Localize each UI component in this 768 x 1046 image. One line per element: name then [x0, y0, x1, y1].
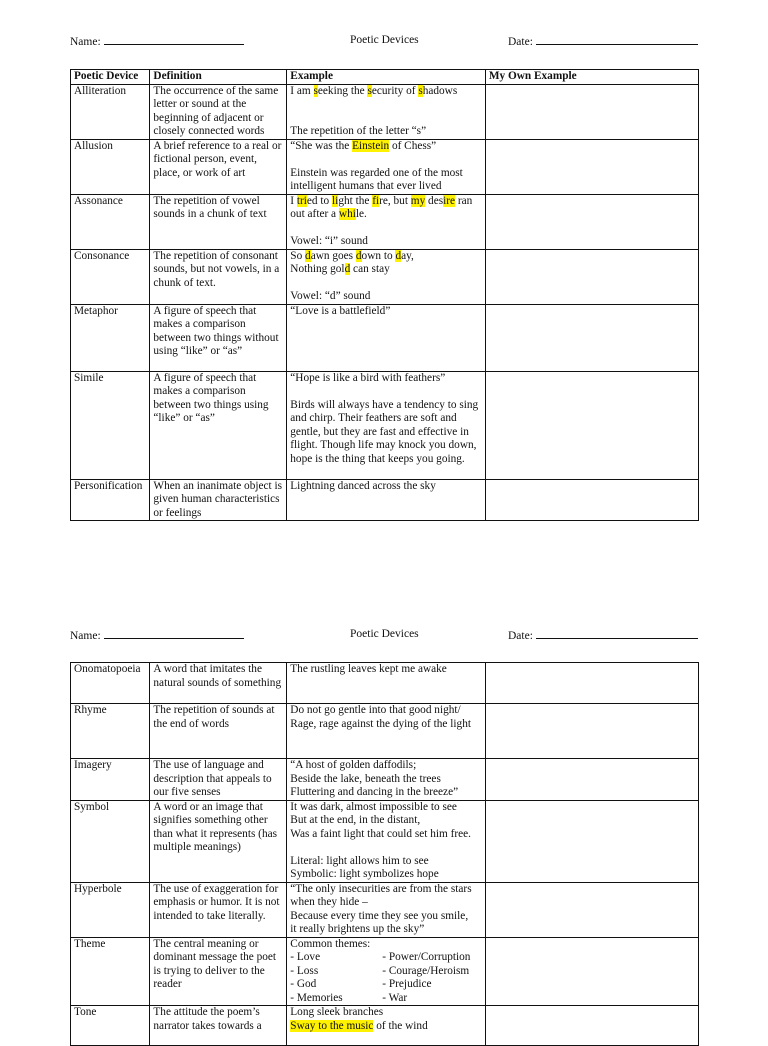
name-label: Name: [70, 628, 244, 644]
devices-table-1 [70, 69, 699, 521]
own-example-cell[interactable] [485, 704, 698, 759]
device-cell: Symbol [71, 800, 150, 882]
table-row [71, 1006, 699, 1046]
definition-cell: The central meaning or dominant message the poet is trying to deliver to the reader [150, 937, 287, 1006]
table-row [71, 304, 699, 371]
date-label: Date: [508, 628, 698, 644]
date-line [536, 34, 698, 45]
name-line [104, 34, 244, 45]
col-definition: Definition [150, 70, 287, 85]
own-example-cell[interactable] [485, 759, 698, 801]
devices-table-2 [70, 662, 699, 1046]
own-example-cell[interactable] [485, 84, 698, 139]
table-row [71, 371, 699, 479]
device-cell: Imagery [71, 759, 150, 801]
device-cell: Alliteration [71, 84, 150, 139]
example-cell: It was dark, almost impossible to see But at the end, in the distant, Was a faint light that could set him free. Literal: light allows him to see Symbolic: light symbolizes hope [287, 800, 486, 882]
table-row [71, 139, 699, 194]
example-cell: Long sleek branches Sway to the music of the wind [287, 1006, 486, 1046]
table-row [71, 479, 699, 521]
themes-list: - Love - Power/Corruption - Loss - Courage/Heroism - God - Prejudice - Memories - War [290, 951, 471, 1004]
definition-cell: A figure of speech that makes a comparison between two things without using “like” or “as” [150, 304, 287, 371]
page-title: Poetic Devices [350, 34, 419, 46]
own-example-cell[interactable] [485, 800, 698, 882]
example-cell: I tried to light the fire, but my desire ran out after a while. Vowel: “i” sound [287, 194, 486, 249]
device-cell: Consonance [71, 249, 150, 304]
table-row [71, 84, 699, 139]
page1-header [70, 34, 698, 50]
table-row [71, 937, 699, 1006]
date-label: Date: [508, 34, 698, 50]
device-cell: Onomatopoeia [71, 663, 150, 704]
table-row [71, 194, 699, 249]
device-cell: Hyperbole [71, 882, 150, 937]
device-cell: Personification [71, 479, 150, 521]
example-cell: “The only insecurities are from the stars when they hide – Because every time they see you smile, it really brightens up the sky” [287, 882, 486, 937]
definition-cell: The occurrence of the same letter or sound at the beginning of adjacent or closely connected words [150, 84, 287, 139]
own-example-cell[interactable] [485, 304, 698, 371]
name-label: Name: [70, 34, 244, 50]
definition-cell: A brief reference to a real or fictional person, event, place, or work of art [150, 139, 287, 194]
definition-cell: A figure of speech that makes a comparison between two things using “like” or “as” [150, 371, 287, 479]
example-cell: “Hope is like a bird with feathers” Birds will always have a tendency to sing and chirp. Their feathers are soft and gentle, but they are fast and effective in flight. Though life may knock you down, hope is the thing that keeps you going. [287, 371, 486, 479]
col-example: Example [287, 70, 486, 85]
table-row [71, 800, 699, 882]
device-cell: Allusion [71, 139, 150, 194]
device-cell: Assonance [71, 194, 150, 249]
col-own-example: My Own Example [485, 70, 698, 85]
device-cell: Simile [71, 371, 150, 479]
page2-header [70, 628, 698, 644]
definition-cell: The attitude the poem’s narrator takes towards a [150, 1006, 287, 1046]
definition-cell: A word or an image that signifies something other than what it represents (has multiple meanings) [150, 800, 287, 882]
definition-cell: The repetition of consonant sounds, but not vowels, in a chunk of text. [150, 249, 287, 304]
device-cell: Metaphor [71, 304, 150, 371]
table-row [71, 663, 699, 704]
own-example-cell[interactable] [485, 139, 698, 194]
table-row [71, 882, 699, 937]
table-row [71, 249, 699, 304]
example-cell: The rustling leaves kept me awake [287, 663, 486, 704]
own-example-cell[interactable] [485, 249, 698, 304]
example-cell: Do not go gentle into that good night/ Rage, rage against the dying of the light [287, 704, 486, 759]
table-header-row [71, 70, 699, 85]
col-device: Poetic Device [71, 70, 150, 85]
own-example-cell[interactable] [485, 194, 698, 249]
example-cell: Common themes: - Love - Power/Corruption - Loss - Courage/Heroism - God - Prejudice - Memories - War [287, 937, 486, 1006]
own-example-cell[interactable] [485, 1006, 698, 1046]
table-row [71, 704, 699, 759]
example-cell: So dawn goes down to day, Nothing gold can stay Vowel: “d” sound [287, 249, 486, 304]
example-cell: Lightning danced across the sky [287, 479, 486, 521]
own-example-cell[interactable] [485, 663, 698, 704]
device-cell: Theme [71, 937, 150, 1006]
definition-cell: A word that imitates the natural sounds of something [150, 663, 287, 704]
device-cell: Tone [71, 1006, 150, 1046]
own-example-cell[interactable] [485, 371, 698, 479]
own-example-cell[interactable] [485, 882, 698, 937]
definition-cell: The repetition of sounds at the end of words [150, 704, 287, 759]
example-cell: I am seeking the security of shadows The repetition of the letter “s” [287, 84, 486, 139]
own-example-cell[interactable] [485, 937, 698, 1006]
definition-cell: The repetition of vowel sounds in a chunk of text [150, 194, 287, 249]
name-line [104, 628, 244, 639]
date-line [536, 628, 698, 639]
example-cell: “A host of golden daffodils; Beside the lake, beneath the trees Fluttering and dancing in the breeze” [287, 759, 486, 801]
own-example-cell[interactable] [485, 479, 698, 521]
definition-cell: The use of language and description that appeals to our five senses [150, 759, 287, 801]
page-title: Poetic Devices [350, 628, 419, 640]
example-cell: “Love is a battlefield” [287, 304, 486, 371]
definition-cell: The use of exaggeration for emphasis or humor. It is not intended to take literally. [150, 882, 287, 937]
definition-cell: When an inanimate object is given human characteristics or feelings [150, 479, 287, 521]
device-cell: Rhyme [71, 704, 150, 759]
example-cell: “She was the Einstein of Chess” Einstein was regarded one of the most intelligent humans that ever lived [287, 139, 486, 194]
table-row [71, 759, 699, 801]
